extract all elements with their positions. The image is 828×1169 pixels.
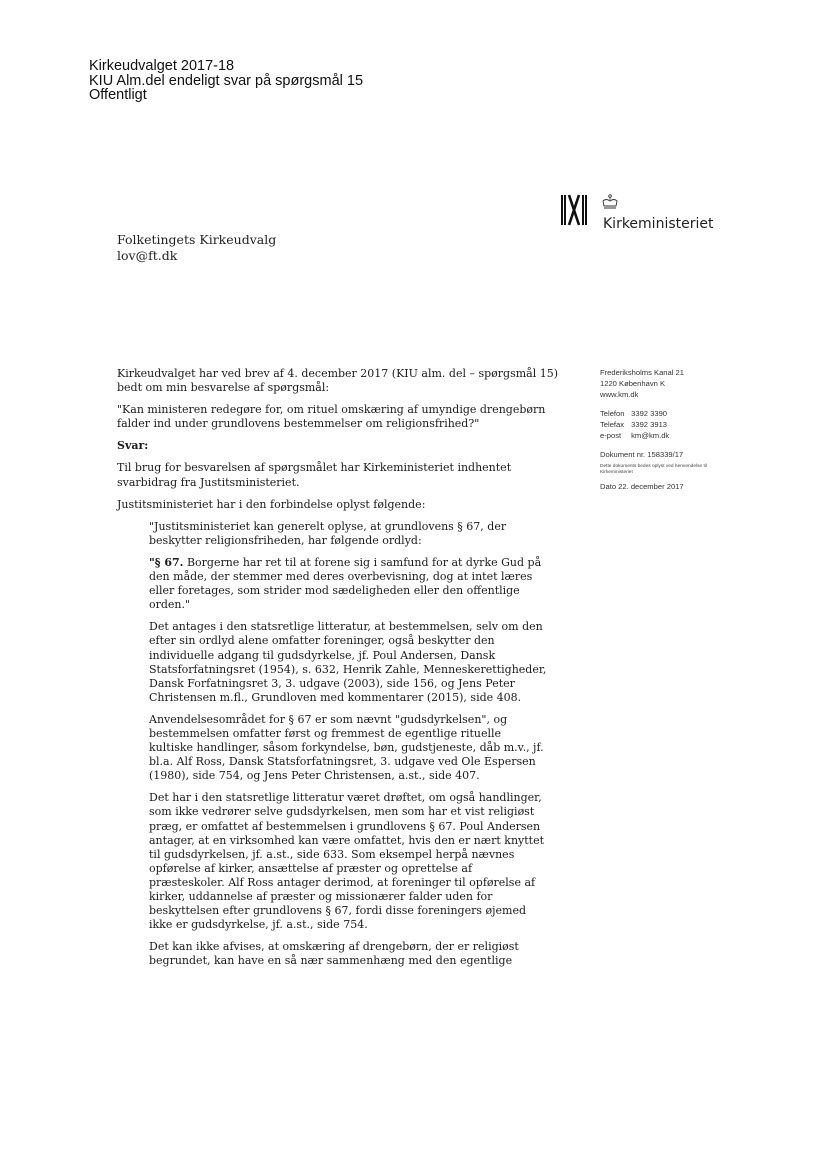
answer-paragraph-1: Til brug for besvarelsen af spørgsmålet har Kirkeministeriet indhentet svarbidrag fra Justitsministeriet.: [117, 461, 512, 489]
email-label: e-post: [600, 431, 622, 440]
quote-paragraph-1: "Justitsministeriet kan generelt oplyse, at grundlovens § 67, der beskytter religionsfriheden, har følgende ordlyd:: [149, 519, 507, 547]
section-text: Borgerne har ret til at forene sig i samfund for at dyrke Gud på den måde, der stemmer med deres overbevisning, dog at intet læres eller foretages, som strider mod sædeligheden eller den offentlige orden.": [149, 555, 542, 612]
header-status: Offentligt: [89, 87, 147, 103]
ministry-logo-icon: [560, 193, 588, 227]
contact-sidebar: [600, 367, 712, 492]
date-row: [600, 481, 712, 492]
answer-heading: Svar:: [117, 439, 149, 453]
document-number: 158339/17: [647, 450, 684, 459]
fax-row: [600, 419, 712, 430]
website: www.km.dk: [600, 390, 639, 399]
section-reference: "§ 67.: [149, 555, 184, 569]
letter-date: 22. december 2017: [618, 482, 684, 491]
quote-paragraph-2: [149, 556, 569, 612]
quote-paragraph-4: Anvendelsesområdet for § 67 er som nævnt "gudsdyrkelsen", og bestemmelsen omfatter først og fremmest de egentlige rituelle kultiske handlinger, såsom forkyndelse, bøn, gudstjeneste, dåb m.v., jf. bl.a. Alf Ross, Dansk Statsforfatningsret, 3. udgave ved Ole Espersen (1980), side 754, og Jens Peter Christensen, a.st., side 407.: [149, 712, 544, 783]
recipient-email: lov@ft.dk: [117, 248, 178, 263]
ministry-name: Kirkeministeriet: [603, 216, 714, 232]
email-value: km@km.dk: [631, 431, 670, 440]
fax-value: 3392 3913: [631, 420, 668, 429]
letter-body: [117, 367, 569, 976]
address-street: Frederiksholms Kanal 21: [600, 368, 684, 377]
fax-label: Telefax: [600, 420, 625, 429]
question-paragraph: "Kan ministeren redegøre for, om rituel omskæring af umyndige drengebørn falder ind under grundlovens bestemmelser om religionsfrihed?": [117, 403, 546, 431]
header-case: KIU Alm.del endeligt svar på spørgsmål 15: [89, 72, 364, 89]
address-city: 1220 København K: [600, 379, 666, 388]
email-row: [600, 430, 712, 441]
document-note: Dette dokuments bedes oplyst ved henvendelse til Kirkeministeriet: [600, 464, 707, 475]
recipient-block: [117, 232, 276, 264]
document-header: [89, 59, 363, 103]
recipient-name: Folketingets Kirkeudvalg: [117, 232, 277, 247]
phone-value: 3392 3390: [631, 409, 668, 418]
document-number-label: Dokument nr.: [600, 450, 646, 459]
phone-label: Telefon: [600, 409, 625, 418]
crown-icon: [601, 194, 619, 210]
document-number-row: [600, 449, 712, 460]
phone-row: [600, 408, 712, 419]
header-committee: Kirkeudvalget 2017-18: [89, 58, 235, 74]
quote-paragraph-5: Det har i den statsretlige litteratur været drøftet, om også handlinger, som ikke vedrører selve gudsdyrkelsen, men som har et vist religiøst præg, er omfattet af bestemmelsen i grundlovens § 67. Poul Andersen antager, at en virksomhed kan være omfattet, hvis den er nært knyttet til gudsdyrkelsen, jf. a.st., side 633. Som eksempel herpå nævnes opførelse af kirker, ansættelse af præster og oprettelse af præsteskoler. Alf Ross antager derimod, at foreninger til opførelse af kirker, uddannelse af præster og missionærer falder uden for beskyttelsen efter grundlovens § 67, fordi disse foreningers øjemed ikke er gudsdyrkelse, jf. a.st., side 754.: [149, 791, 545, 932]
date-label: Dato: [600, 482, 617, 491]
intro-paragraph: Kirkeudvalget har ved brev af 4. december 2017 (KIU alm. del – spørgsmål 15) bedt om min besvarelse af spørgsmål:: [117, 367, 559, 395]
quote-paragraph-3: Det antages i den statsretlige litteratur, at bestemmelsen, selv om den efter sin ordlyd alene omfatter foreninger, også beskytter den individuelle adgang til gudsdyrkelse, jf. Poul Andersen, Dansk Statsforfatningsret (1954), s. 632, Henrik Zahle, Menneskerettigheder, Dansk Forfatningsret 3, 3. udgave (2003), side 156, og Jens Peter Christensen m.fl., Grundloven med kommentarer (2015), side 408.: [149, 620, 547, 704]
quote-paragraph-6: Det kan ikke afvises, at omskæring af drengebørn, der er religiøst begrundet, kan have en så nær sammenhæng med den egentlige: [149, 940, 519, 968]
answer-paragraph-2: Justitsministeriet har i den forbindelse oplyst følgende:: [117, 497, 426, 511]
